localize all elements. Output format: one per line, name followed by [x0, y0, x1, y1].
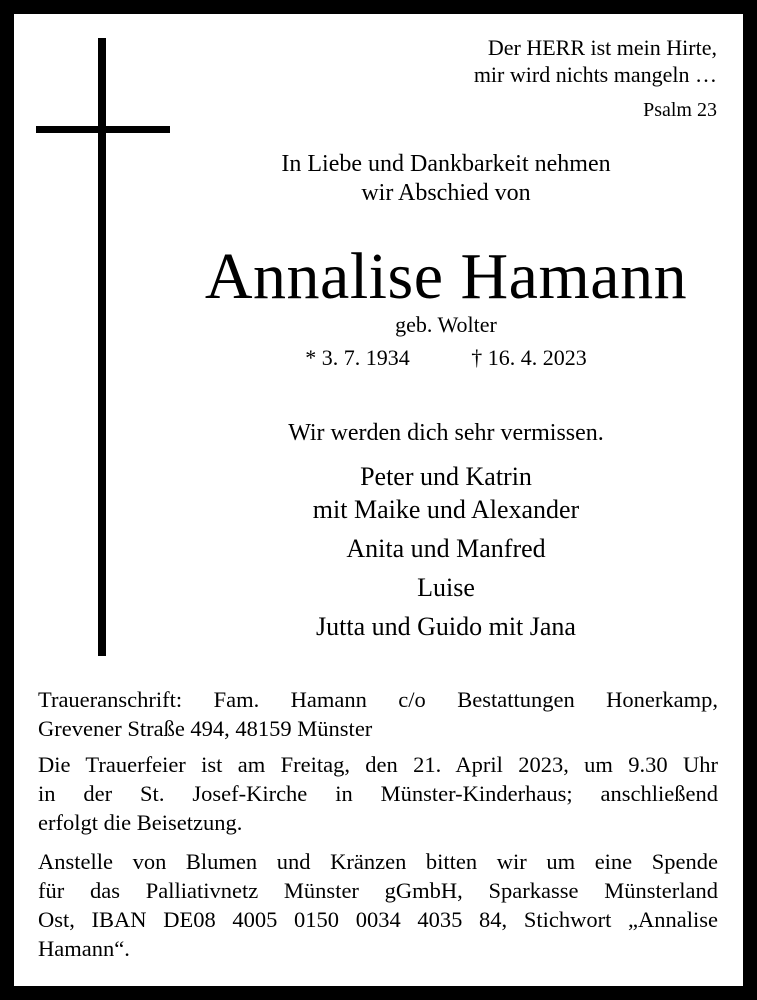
intro-text	[154, 150, 738, 208]
mourner-entry: Luise	[417, 573, 475, 602]
psalm-line-1: Der HERR ist mein Hirte,	[487, 35, 717, 60]
psalm-line-2: mir wird nichts mangeln …	[473, 62, 717, 87]
ceremony-line-2: in der St. Josef-Kirche in Münster-Kinderhaus; anschließend	[38, 781, 718, 806]
donation-info	[38, 847, 718, 963]
mourners-list	[154, 460, 738, 643]
mourner-entry: Jutta und Guido mit Jana	[316, 612, 576, 641]
donation-line-2: für das Palliativnetz Münster gGmbH, Sparkasse Münsterland	[38, 878, 718, 903]
address-line-2: Grevener Straße 494, 48159 Münster	[38, 716, 373, 741]
ceremony-line-1: Die Trauerfeier ist am Freitag, den 21. April 2023, um 9.30 Uhr	[38, 752, 718, 777]
birth-name: geb. Wolter	[395, 312, 497, 337]
donation-line-1: Anstelle von Blumen und Kränzen bitten wir um eine Spende	[38, 849, 718, 874]
intro-line-1: In Liebe und Dankbarkeit nehmen	[281, 151, 611, 177]
ceremony-line-3: erfolgt die Beisetzung.	[38, 810, 243, 835]
death-date: † 16. 4. 2023	[471, 345, 587, 370]
address-line-1: Traueranschrift: Fam. Hamann c/o Bestattungen Honerkamp,	[38, 687, 718, 712]
birth-date: * 3. 7. 1934	[305, 345, 410, 370]
donation-line-4: Hamann“.	[38, 936, 130, 961]
miss-line: Wir werden dich sehr vermissen.	[288, 420, 604, 446]
donation-line-3: Ost, IBAN DE08 4005 0150 0034 4035 84, Stichwort „Annalise	[38, 907, 718, 932]
deceased-name: Annalise Hamann	[204, 240, 688, 313]
intro-line-2: wir Abschied von	[361, 180, 531, 206]
mourner-entry: Peter und Katrin	[360, 462, 532, 491]
psalm-quote	[474, 34, 717, 88]
cross-icon-horizontal-beam	[36, 126, 170, 133]
mourning-address	[38, 685, 718, 743]
psalm-reference: Psalm 23	[643, 99, 717, 121]
mourner-entry: Anita und Manfred	[346, 534, 546, 563]
mourner-entry: mit Maike und Alexander	[312, 495, 580, 524]
funeral-service-info	[38, 750, 718, 837]
life-dates	[154, 344, 738, 372]
